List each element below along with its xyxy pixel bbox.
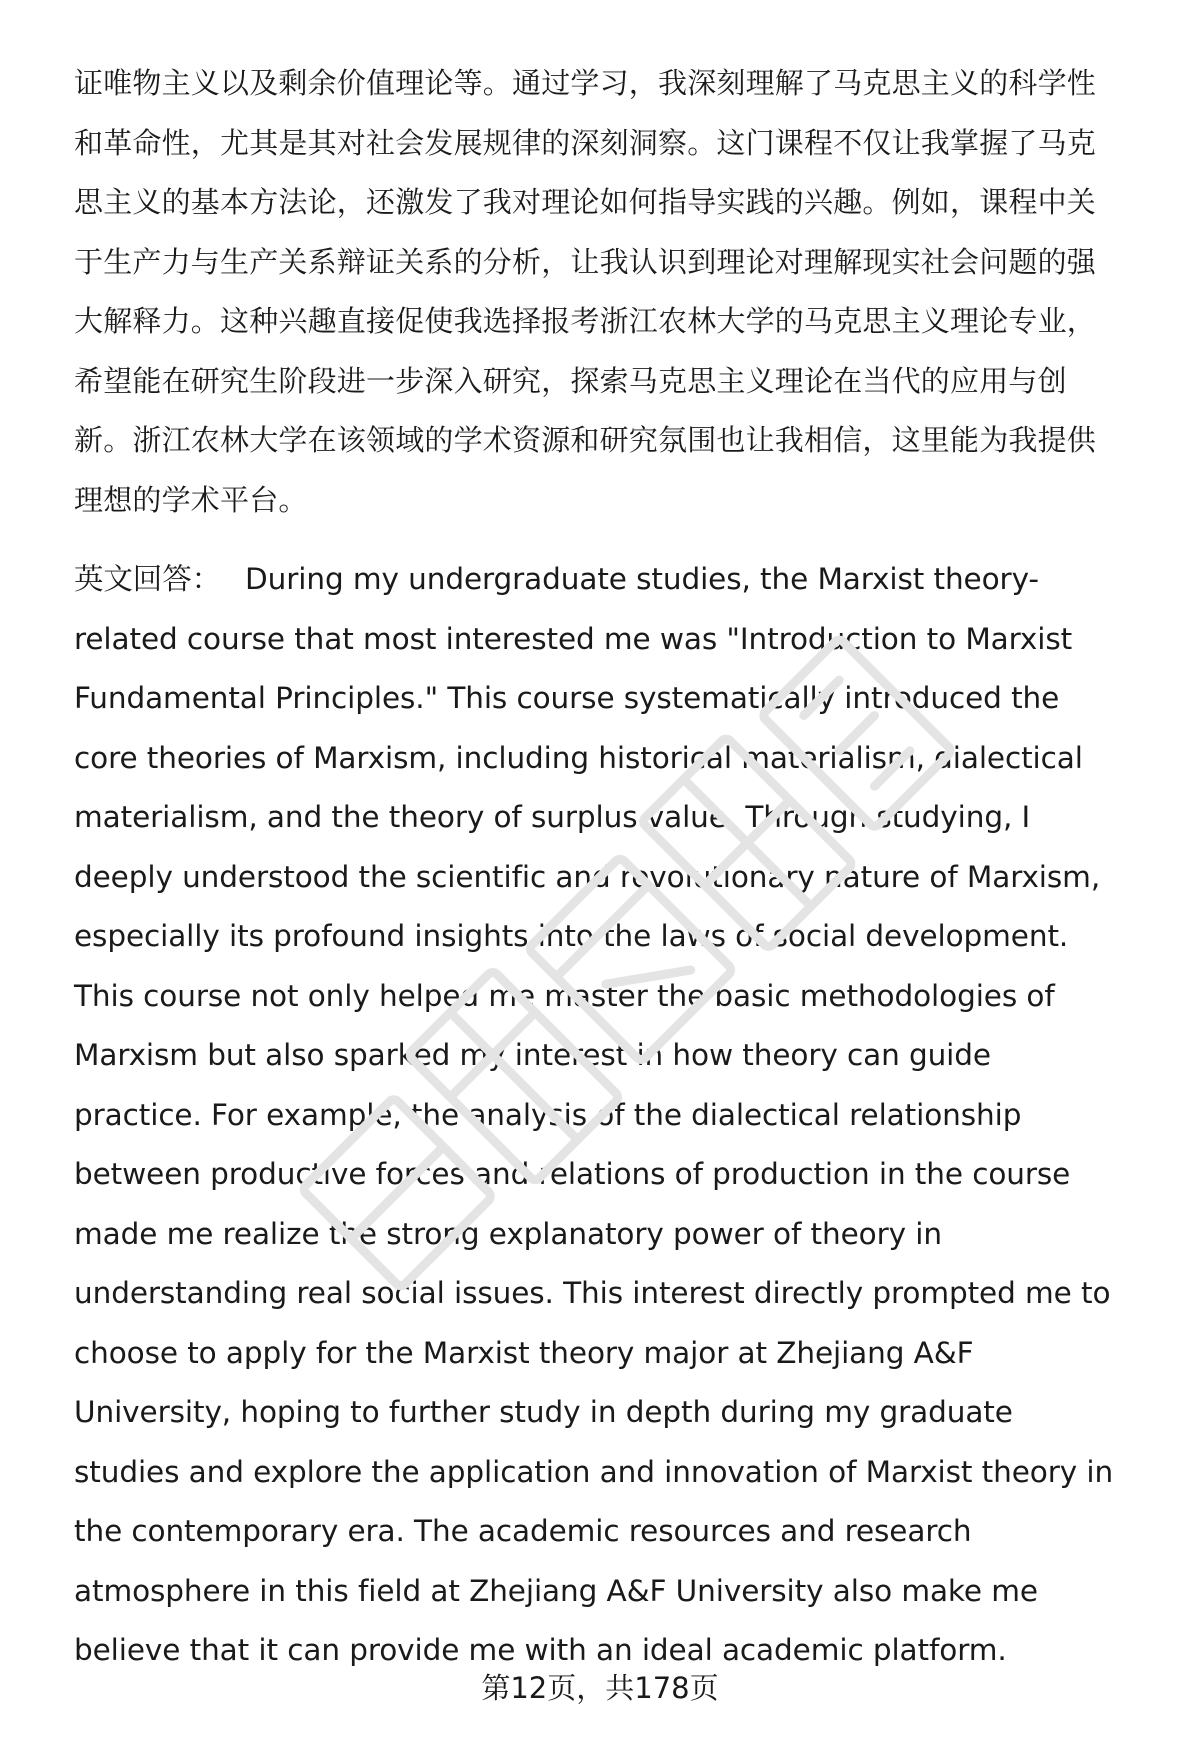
chinese-answer-paragraph: 证唯物主义以及剩余价值理论等。通过学习，我深刻理解了马克思主义的科学性和革命性，尤其是其对社会发展规律的深刻洞察。这门课程不仅让我掌握了马克思主义的基本方法论，还激发了我对理论如何指导实践的兴趣。例如，课程中关于生产力与生产关系辩证关系的分析，让我认识到理论对理解现实社会问题的强大解释力。这种兴趣直接促使我选择报考浙江农林大学的马克思主义理论专业，希望能在研究生阶段进一步深入研究，探索马克思主义理论在当代的应用与创新。浙江农林大学在该领域的学术资源和研究氛围也让我相信，这里能为我提供理想的学术平台。 <box>74 66 1097 517</box>
page-number-footer: 第12页，共178页 <box>481 1671 719 1705</box>
english-answer-text: During my undergraduate studies, the Marxist theory-related course that most interested me was "Introduction to Marxist Fundamental Principles." This course systematically introduced the core theories of Marxism, including historical materialism, dialectical materialism, and the theory of surplus value. Through studying, I deeply understood the scientific and revolutionary nature of Marxism, especially its profound insights into the laws of social development. This course not only helped me master the basic methodologies of Marxism but also sparked my interest in how theory can guide practice. For example, the analysis of the dialectical relationship between productive forces and relations of production in the course made me realize the strong explanatory power of theory in understanding real social issues. This interest directly prompted me to choose to apply for the Marxist theory major at Zhejiang A&F University, hoping to further study in depth during my graduate studies and explore the application and innovation of Marxist theory in the contemporary era. The academic resources and research atmosphere in this field at Zhejiang A&F University also make me believe that it can provide me with an ideal academic platform. <box>74 562 1114 1667</box>
english-answer-paragraph <box>74 550 1120 1681</box>
english-answer-label: 英文回答： <box>74 562 222 596</box>
